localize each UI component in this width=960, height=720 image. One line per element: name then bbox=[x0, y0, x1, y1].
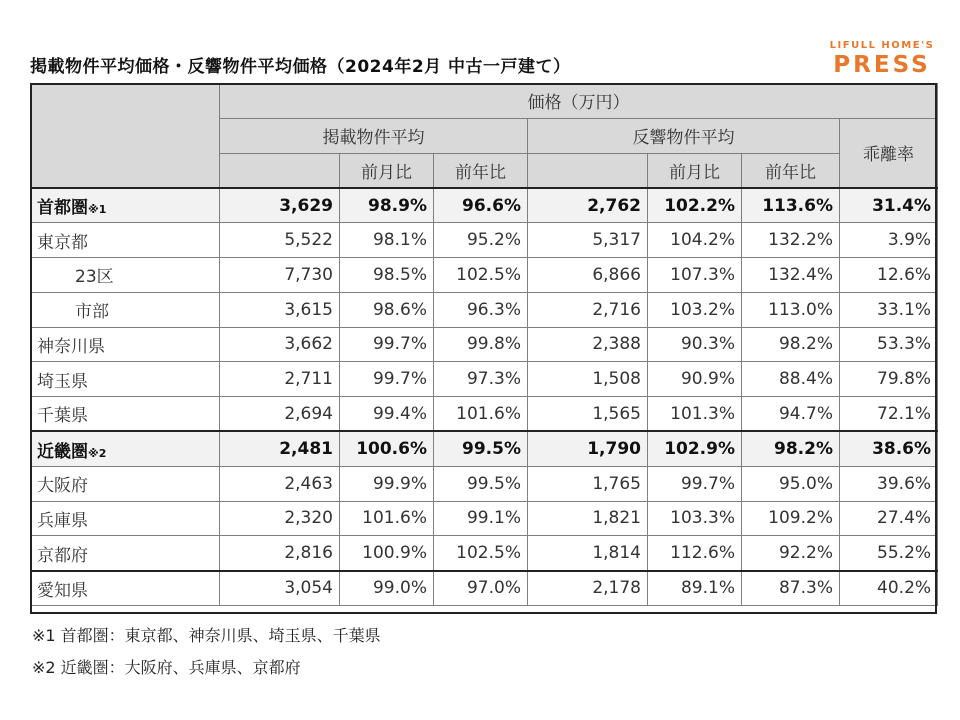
cell-divergence-rate: 31.4% bbox=[840, 188, 938, 223]
cell-listing-yoy: 96.3% bbox=[434, 292, 528, 327]
cell-divergence-rate: 3.9% bbox=[840, 223, 938, 258]
cell-response-price: 6,866 bbox=[528, 257, 648, 292]
region-name: 兵庫県 bbox=[37, 510, 88, 531]
table-row bbox=[31, 362, 938, 397]
cell-listing-mom: 100.6% bbox=[340, 431, 434, 466]
cell-response-price: 5,317 bbox=[528, 223, 648, 258]
cell-listing-yoy: 102.5% bbox=[434, 536, 528, 571]
cell-response-mom: 102.9% bbox=[648, 431, 742, 466]
cell-response-mom: 104.2% bbox=[648, 223, 742, 258]
header-listing-blank bbox=[220, 153, 340, 188]
cell-response-mom: 103.3% bbox=[648, 501, 742, 536]
cell-response-yoy: 95.0% bbox=[742, 466, 840, 501]
cell-listing-mom: 98.1% bbox=[340, 223, 434, 258]
cell-listing-yoy: 97.3% bbox=[434, 362, 528, 397]
cell-response-price: 2,178 bbox=[528, 571, 648, 606]
cell-divergence-rate: 39.6% bbox=[840, 466, 938, 501]
footnotes bbox=[32, 620, 381, 684]
table-body bbox=[31, 188, 938, 606]
cell-divergence-rate: 27.4% bbox=[840, 501, 938, 536]
cell-response-yoy: 87.3% bbox=[742, 571, 840, 606]
logo-main-text: PRESS bbox=[833, 52, 931, 78]
cell-listing-yoy: 99.8% bbox=[434, 327, 528, 362]
cell-response-price: 2,388 bbox=[528, 327, 648, 362]
cell-listing-price: 2,320 bbox=[220, 501, 340, 536]
region-label bbox=[31, 431, 220, 466]
header-listing-yoy: 前年比 bbox=[434, 153, 528, 188]
cell-response-price: 1,765 bbox=[528, 466, 648, 501]
cell-response-price: 1,821 bbox=[528, 501, 648, 536]
table-title: 掲載物件平均価格・反響物件平均価格（2024年2月 中古一戸建て） bbox=[30, 57, 571, 77]
cell-response-yoy: 98.2% bbox=[742, 327, 840, 362]
cell-response-mom: 112.6% bbox=[648, 536, 742, 571]
table-row bbox=[31, 536, 938, 571]
table-row bbox=[31, 292, 938, 327]
footnote-1: ※1 首都圏：東京都、神奈川県、埼玉県、千葉県 bbox=[32, 626, 381, 645]
region-name: 神奈川県 bbox=[37, 336, 105, 357]
cell-listing-yoy: 97.0% bbox=[434, 571, 528, 606]
cell-listing-mom: 99.0% bbox=[340, 571, 434, 606]
cell-response-yoy: 113.6% bbox=[742, 188, 840, 223]
cell-listing-price: 3,054 bbox=[220, 571, 340, 606]
cell-listing-mom: 98.9% bbox=[340, 188, 434, 223]
region-name: 23区 bbox=[75, 267, 114, 288]
cell-divergence-rate: 79.8% bbox=[840, 362, 938, 397]
cell-listing-price: 2,694 bbox=[220, 397, 340, 432]
region-label bbox=[31, 362, 220, 397]
cell-listing-price: 5,522 bbox=[220, 223, 340, 258]
cell-listing-yoy: 102.5% bbox=[434, 257, 528, 292]
cell-divergence-rate: 38.6% bbox=[840, 431, 938, 466]
logo-top-text: LIFULL HOME'S bbox=[829, 40, 935, 51]
region-label bbox=[31, 327, 220, 362]
cell-listing-yoy: 99.5% bbox=[434, 466, 528, 501]
cell-listing-price: 2,481 bbox=[220, 431, 340, 466]
cell-listing-price: 3,662 bbox=[220, 327, 340, 362]
region-label bbox=[31, 397, 220, 432]
region-name: 京都府 bbox=[37, 545, 88, 566]
region-note-mark: ※1 bbox=[88, 203, 107, 217]
table-row bbox=[31, 466, 938, 501]
region-note-mark: ※2 bbox=[88, 446, 107, 460]
cell-response-mom: 102.2% bbox=[648, 188, 742, 223]
cell-response-mom: 99.7% bbox=[648, 466, 742, 501]
region-label bbox=[31, 223, 220, 258]
cell-listing-mom: 98.5% bbox=[340, 257, 434, 292]
region-label bbox=[31, 466, 220, 501]
header-listing-avg: 掲載物件平均 bbox=[220, 118, 528, 153]
cell-listing-mom: 99.4% bbox=[340, 397, 434, 432]
cell-listing-mom: 99.7% bbox=[340, 362, 434, 397]
cell-listing-mom: 100.9% bbox=[340, 536, 434, 571]
cell-response-mom: 90.9% bbox=[648, 362, 742, 397]
cell-listing-price: 2,463 bbox=[220, 466, 340, 501]
region-name: 埼玉県 bbox=[37, 371, 88, 392]
region-name: 東京都 bbox=[37, 232, 88, 253]
cell-response-mom: 103.2% bbox=[648, 292, 742, 327]
cell-listing-mom: 99.9% bbox=[340, 466, 434, 501]
region-name: 首都圏 bbox=[37, 198, 88, 219]
cell-response-price: 1,565 bbox=[528, 397, 648, 432]
cell-response-yoy: 113.0% bbox=[742, 292, 840, 327]
cell-response-yoy: 98.2% bbox=[742, 431, 840, 466]
cell-response-yoy: 109.2% bbox=[742, 501, 840, 536]
header-divergence: 乖離率 bbox=[840, 118, 938, 188]
cell-response-yoy: 132.2% bbox=[742, 223, 840, 258]
region-name: 愛知県 bbox=[37, 580, 88, 601]
cell-response-price: 1,814 bbox=[528, 536, 648, 571]
table-row bbox=[31, 431, 938, 466]
cell-response-yoy: 88.4% bbox=[742, 362, 840, 397]
table-row bbox=[31, 571, 938, 606]
footnote-2: ※2 近畿圏：大阪府、兵庫県、京都府 bbox=[32, 658, 301, 677]
cell-response-mom: 90.3% bbox=[648, 327, 742, 362]
cell-divergence-rate: 53.3% bbox=[840, 327, 938, 362]
header-response-mom: 前月比 bbox=[648, 153, 742, 188]
cell-listing-yoy: 99.5% bbox=[434, 431, 528, 466]
header-response-avg: 反響物件平均 bbox=[528, 118, 840, 153]
cell-divergence-rate: 12.6% bbox=[840, 257, 938, 292]
cell-listing-yoy: 96.6% bbox=[434, 188, 528, 223]
cell-listing-yoy: 99.1% bbox=[434, 501, 528, 536]
cell-divergence-rate: 40.2% bbox=[840, 571, 938, 606]
header-listing-mom: 前月比 bbox=[340, 153, 434, 188]
cell-response-price: 2,762 bbox=[528, 188, 648, 223]
cell-response-yoy: 92.2% bbox=[742, 536, 840, 571]
table-row bbox=[31, 327, 938, 362]
cell-listing-price: 7,730 bbox=[220, 257, 340, 292]
region-name: 市部 bbox=[75, 302, 109, 323]
region-label bbox=[31, 292, 220, 327]
cell-response-yoy: 132.4% bbox=[742, 257, 840, 292]
region-label bbox=[31, 501, 220, 536]
cell-divergence-rate: 72.1% bbox=[840, 397, 938, 432]
region-name: 千葉県 bbox=[37, 406, 88, 427]
region-label bbox=[31, 536, 220, 571]
cell-response-price: 2,716 bbox=[528, 292, 648, 327]
cell-divergence-rate: 33.1% bbox=[840, 292, 938, 327]
table-row bbox=[31, 501, 938, 536]
cell-divergence-rate: 55.2% bbox=[840, 536, 938, 571]
brand-logo bbox=[822, 40, 942, 78]
cell-listing-yoy: 101.6% bbox=[434, 397, 528, 432]
cell-response-yoy: 94.7% bbox=[742, 397, 840, 432]
table-row bbox=[31, 188, 938, 223]
table-row bbox=[31, 223, 938, 258]
cell-listing-price: 2,711 bbox=[220, 362, 340, 397]
header-response-blank bbox=[528, 153, 648, 188]
region-label bbox=[31, 257, 220, 292]
region-name: 大阪府 bbox=[37, 476, 88, 497]
cell-response-price: 1,508 bbox=[528, 362, 648, 397]
cell-response-mom: 89.1% bbox=[648, 571, 742, 606]
cell-listing-yoy: 95.2% bbox=[434, 223, 528, 258]
cell-response-mom: 101.3% bbox=[648, 397, 742, 432]
cell-listing-mom: 99.7% bbox=[340, 327, 434, 362]
cell-response-mom: 107.3% bbox=[648, 257, 742, 292]
cell-listing-price: 3,615 bbox=[220, 292, 340, 327]
region-label bbox=[31, 571, 220, 606]
price-table bbox=[30, 83, 938, 606]
cell-listing-mom: 101.6% bbox=[340, 501, 434, 536]
table-row bbox=[31, 257, 938, 292]
region-name: 近畿圏 bbox=[37, 441, 88, 462]
cell-listing-mom: 98.6% bbox=[340, 292, 434, 327]
table-row bbox=[31, 397, 938, 432]
cell-listing-price: 3,629 bbox=[220, 188, 340, 223]
cell-response-price: 1,790 bbox=[528, 431, 648, 466]
region-label bbox=[31, 188, 220, 223]
cell-listing-price: 2,816 bbox=[220, 536, 340, 571]
header-corner bbox=[31, 84, 220, 188]
header-response-yoy: 前年比 bbox=[742, 153, 840, 188]
header-price-group: 価格（万円） bbox=[220, 84, 938, 119]
